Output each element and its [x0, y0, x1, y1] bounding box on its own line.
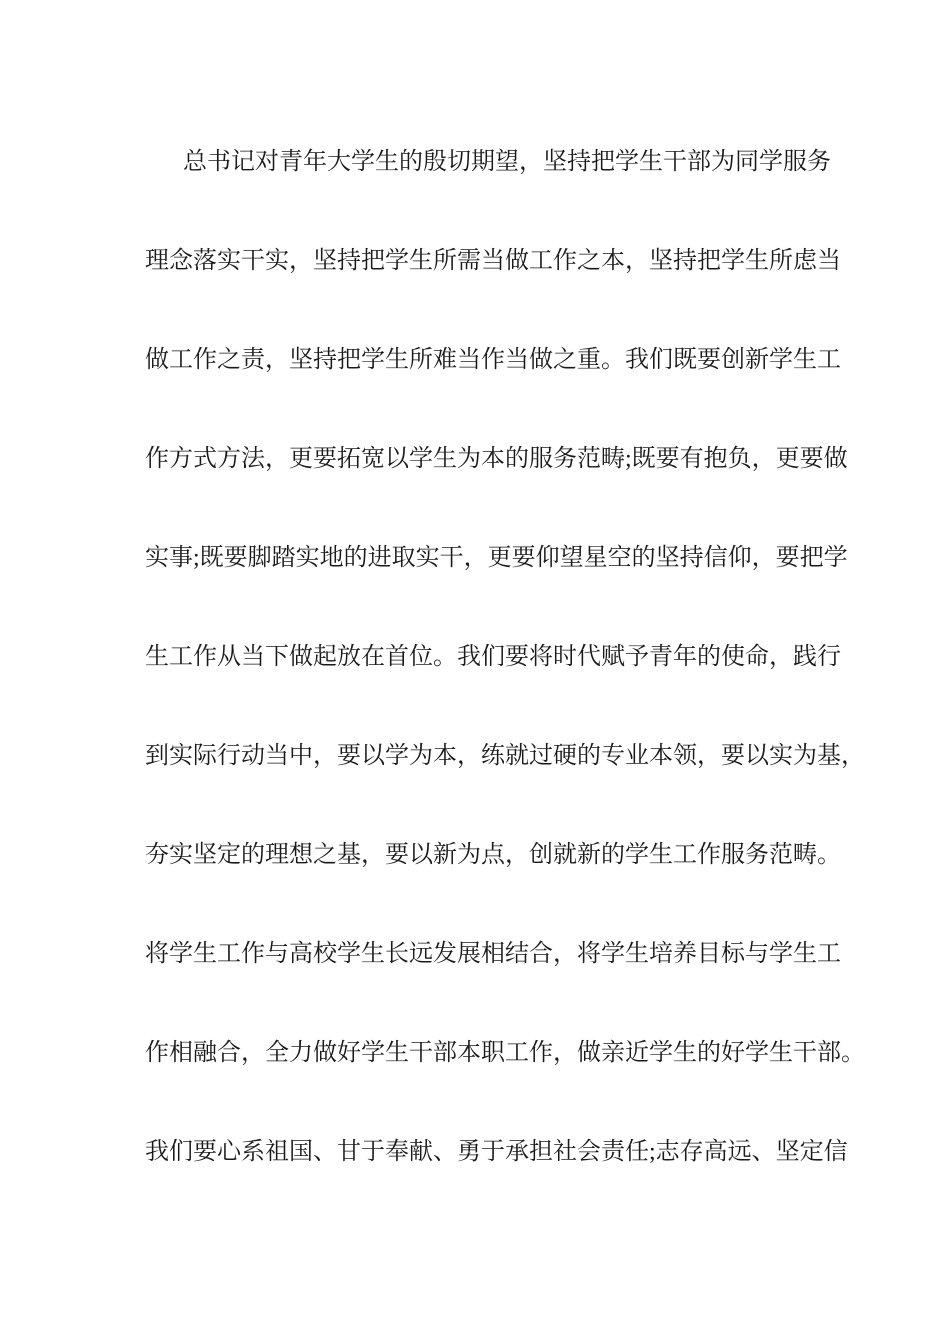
text-line: 总书记对青年大学生的殷切期望，坚持把学生干部为同学服务	[183, 149, 831, 175]
text-line: 做工作之责，坚持把学生所难当作当做之重。我们既要创新学生工	[145, 347, 841, 373]
text-line: 作方式方法，更要拓宽以学生为本的服务范畴;既要有抱负，更要做	[145, 446, 848, 472]
text-line: 到实际行动当中，要以学为本，练就过硬的专业本领，要以实为基，	[145, 743, 865, 769]
text-line: 实事;既要脚踏实地的进取实干，更要仰望星空的坚持信仰，要把学	[145, 545, 848, 571]
text-line: 生工作从当下做起放在首位。我们要将时代赋予青年的使命，践行	[145, 644, 841, 670]
text-line: 将学生工作与高校学生长远发展相结合，将学生培养目标与学生工	[145, 941, 841, 967]
document-text-block	[145, 113, 865, 1202]
text-line: 理念落实干实，坚持把学生所需当做工作之本，坚持把学生所虑当	[145, 248, 841, 274]
text-line: 作相融合，全力做好学生干部本职工作，做亲近学生的好学生干部。	[145, 1040, 865, 1066]
text-line: 我们要心系祖国、甘于奉献、勇于承担社会责任;志存高远、坚定信	[145, 1139, 848, 1165]
text-line: 夯实坚定的理想之基，要以新为点，创就新的学生工作服务范畴。	[145, 842, 841, 868]
